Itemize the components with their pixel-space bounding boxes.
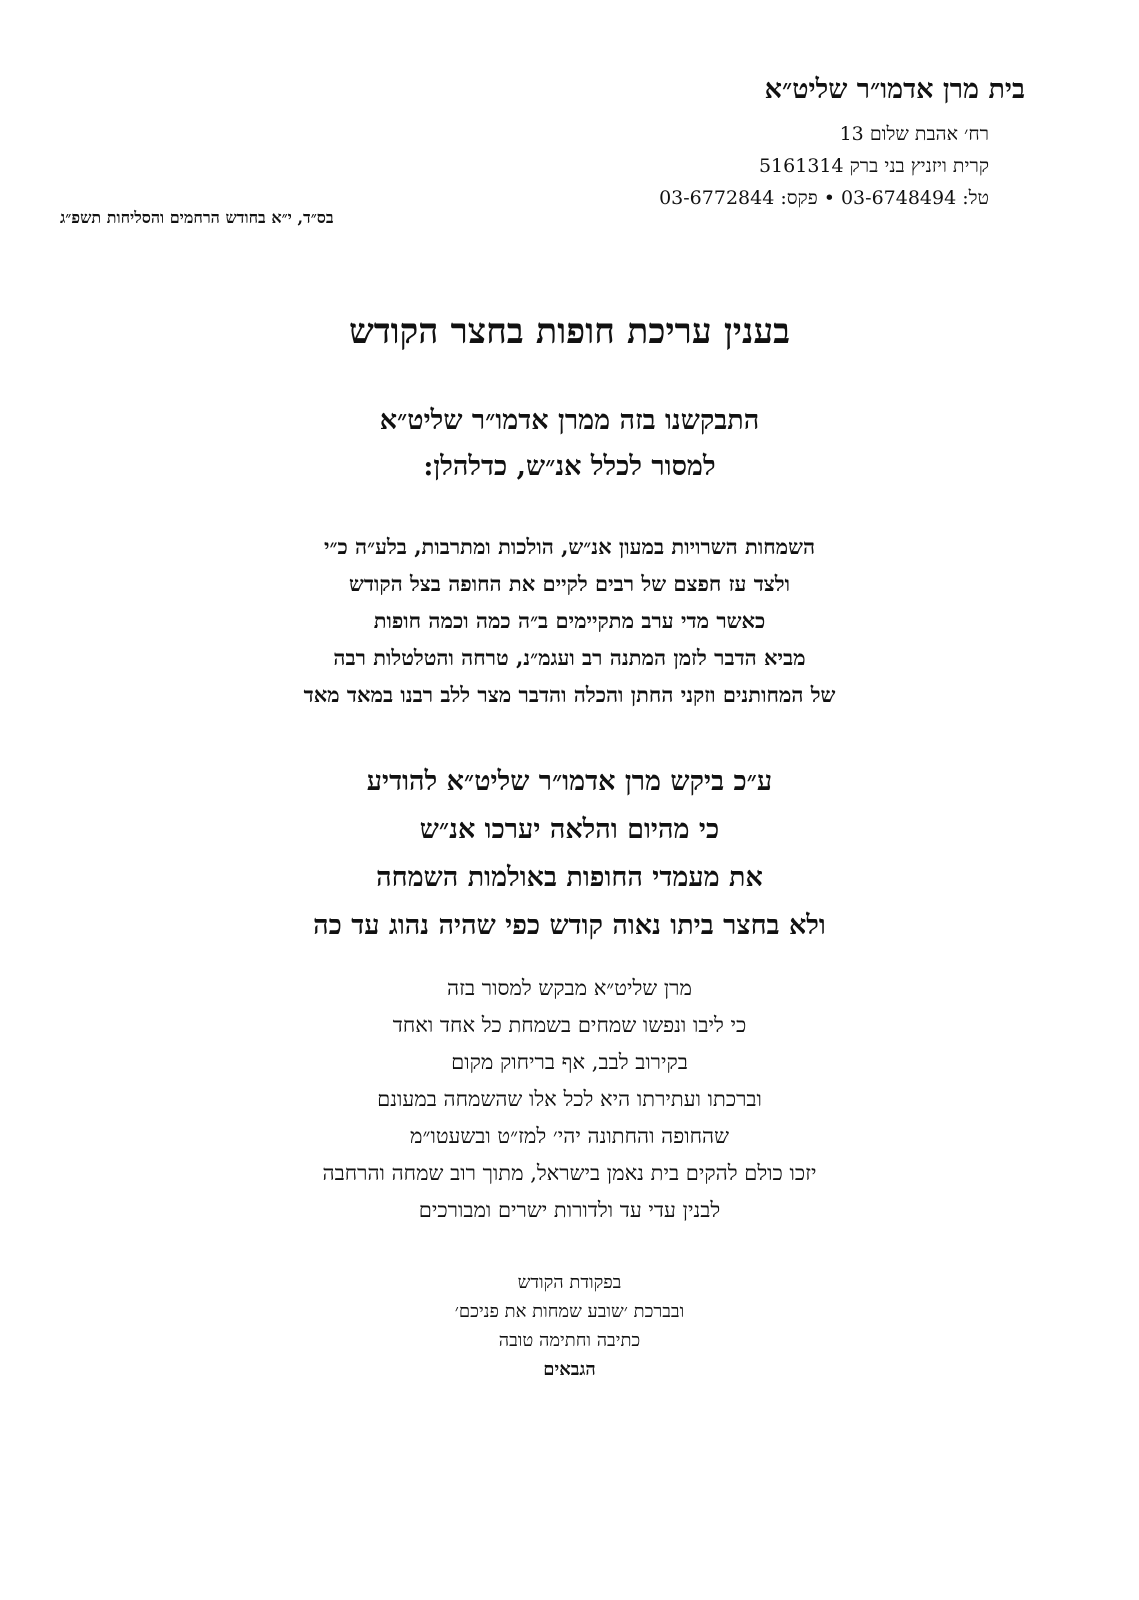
dateline (60, 208, 480, 228)
message-line: כי ליבו ונפשו שמחים בשמחת כל אחד ואחד (392, 1013, 747, 1037)
announcement-line: ולא בחצר ביתו נאוה קודש כפי שהיה נהוג עד כה (313, 910, 826, 941)
message-line: בקירוב לבב, אף בריחוק מקום (451, 1050, 688, 1074)
signature: הגבאים (543, 1359, 596, 1380)
letterhead-title: בית מרן אדמו״ר שליט״א (764, 74, 1025, 105)
message-line: לבנין עדי עד ולדורות ישרים ומבורכים (418, 1198, 721, 1222)
document-title: בענין עריכת חופות בחצר הקודש (348, 311, 791, 352)
paragraph-line: כאשר מדי ערב מתקיימים ב״ה כמה וכמה חופות (373, 608, 766, 633)
message-line: מרן שליט״א מבקש למסור בזה (447, 976, 692, 1000)
message-line: יזכו כולם להקים בית נאמן בישראל, מתוך רוב שמחה והרחבה (322, 1161, 817, 1185)
closing-block (0, 1268, 1139, 1384)
letterhead-phone-fax: טל: 03-6748494 • פקס: 03-6772844 (659, 187, 989, 209)
closing-line: ובברכת ׳שובע שמחות את פניכם׳ (454, 1301, 685, 1322)
intro-line: למסור לכלל אנ״ש, כדלהלן: (423, 451, 716, 482)
closing-line: בפקודת הקודש (517, 1272, 622, 1293)
paragraph-line: השמחות השרויות במעון אנ״ש, הולכות ומתרבות, בלע״ה כ״י (323, 534, 816, 559)
dateline-text: בס״ד, י״א בחודש הרחמים והסליחות תשפ״ג (60, 208, 334, 227)
message-block (0, 970, 1139, 1229)
paragraph-line: של המחותנים וזקני החתן והכלה והדבר מצר ללב רבנו במאד מאד (303, 682, 836, 707)
message-line: שהחופה והחתונה יהי׳ למז״ט ובשעטו״מ (410, 1124, 729, 1148)
announcement-line: ע״כ ביקש מרן אדמו״ר שליט״א להודיע (366, 766, 773, 797)
letterhead-street: רח׳ אהבת שלום 13 (839, 123, 989, 145)
intro-line: התבקשנו בזה ממרן אדמו״ר שליט״א (379, 405, 760, 436)
message-line: וברכתו ועתירתו היא לכל אלו שהשמחה במעונם (377, 1087, 762, 1111)
announcement-line: את מעמדי החופות באולמות השמחה (376, 862, 763, 893)
paragraph-line: ולצד עז חפצם של רבים לקיים את החופה בצל הקודש (349, 571, 790, 596)
announcement-block (0, 758, 1139, 950)
situation-paragraph (0, 528, 1139, 713)
announcement-line: כי מהיום והלאה יערכו אנ״ש (419, 814, 720, 845)
letterhead-city: קרית ויזניץ בני ברק 5161314 (758, 155, 989, 177)
closing-line: כתיבה וחתימה טובה (498, 1330, 641, 1351)
intro-block (0, 398, 1139, 490)
letterhead (609, 72, 1029, 214)
paragraph-line: מביא הדבר לזמן המתנה רב ועגמ״נ, טרחה והטלטלות רבה (333, 645, 806, 670)
